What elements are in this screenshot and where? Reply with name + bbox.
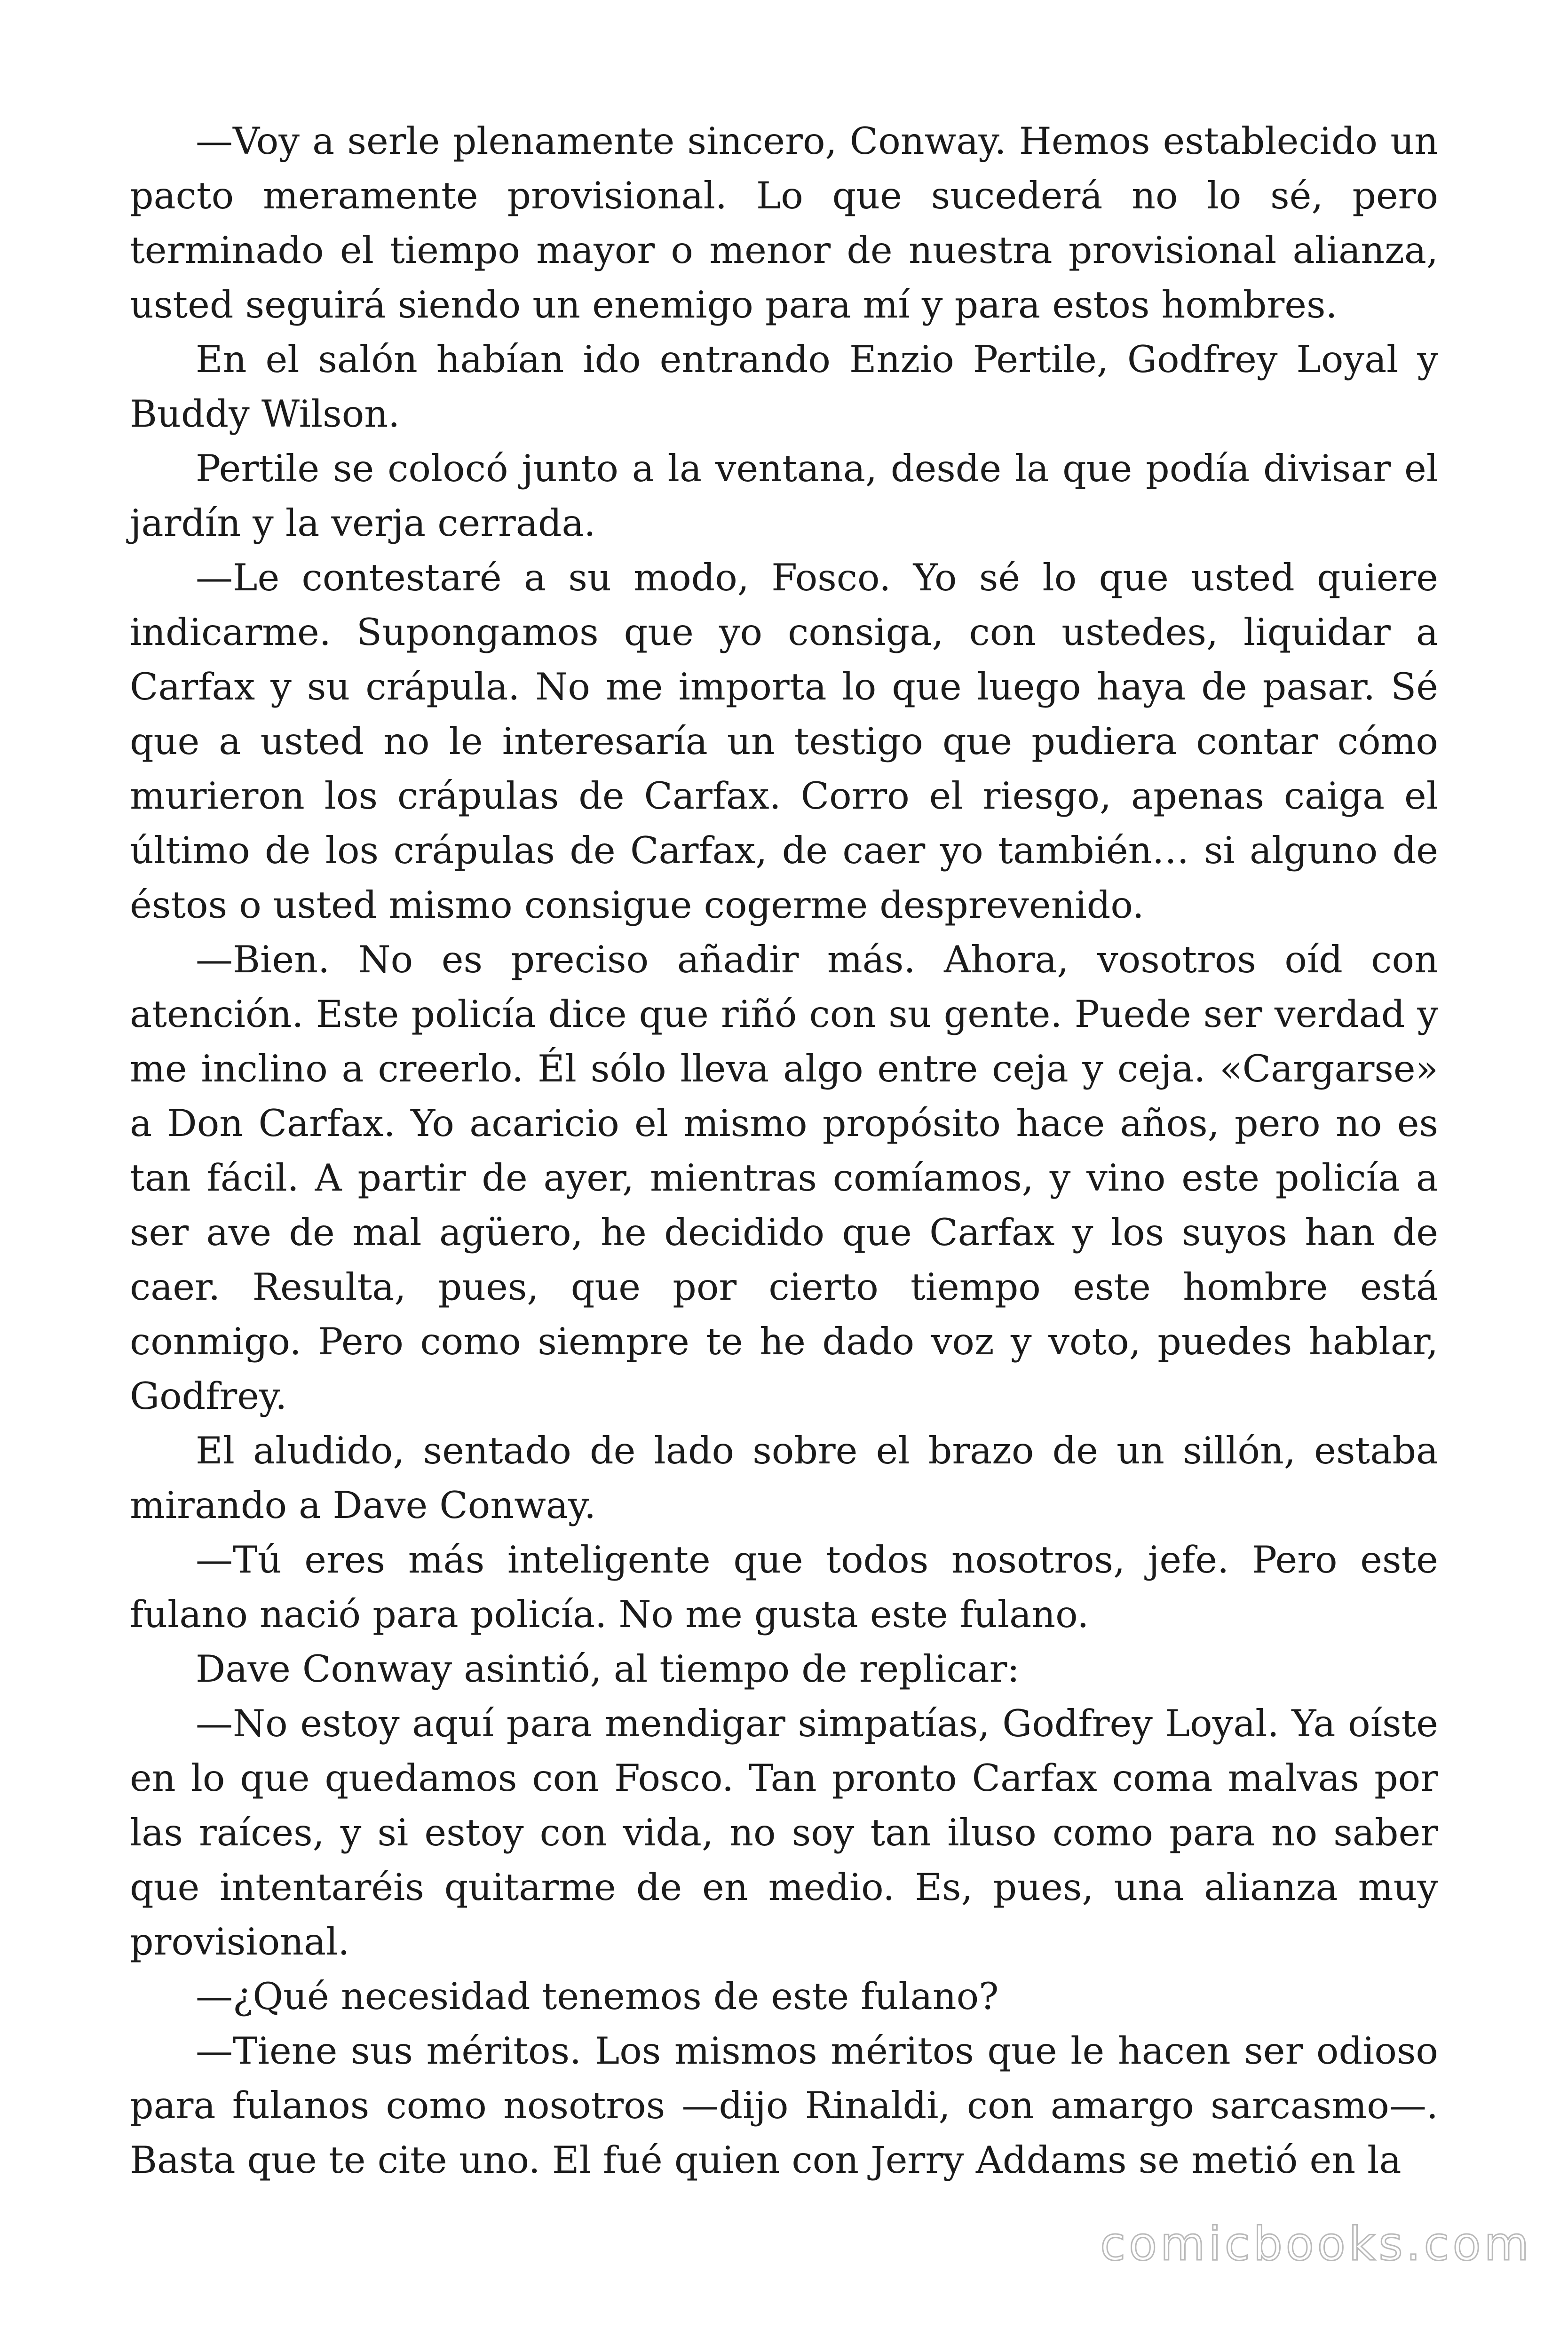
paragraph: —¿Qué necesidad tenemos de este fulano? <box>196 1975 999 2018</box>
paragraph: —Le contestaré a su modo, Fosco. Yo sé lo que usted quiere indicarme. Supongamos que yo consiga, con ustedes, liquidar a Carfax y su crápula. No me importa lo que luego haya de pasar. Sé que a usted no le interesaría un testigo que pudiera contar cómo murieron los crápulas de Carfax. Corro el riesgo, apenas caiga el último de los crápulas de Carfax, de caer yo también… si alguno de éstos o usted mismo consigue cogerme desprevenido. <box>130 556 1438 927</box>
paragraph: —Voy a serle plenamente sincero, Conway. Hemos establecido un pacto meramente provisional. Lo que sucederá no lo sé, pero terminado el tiempo mayor o menor de nuestra provisional alianza, usted seguirá siendo un enemigo para mí y para estos hombres. <box>130 119 1438 326</box>
paragraph: Dave Conway asintió, al tiempo de replicar: <box>196 1647 1020 1691</box>
paragraph: —No estoy aquí para mendigar simpatías, Godfrey Loyal. Ya oíste en lo que quedamos con Fosco. Tan pronto Carfax coma malvas por las raíces, y si estoy con vida, no soy tan iluso como para no saber que intentaréis quitarme de en medio. Es, pues, una alianza muy provisional. <box>130 1702 1438 1963</box>
paragraph: Pertile se colocó junto a la ventana, desde la que podía divisar el jardín y la verja cerrada. <box>130 447 1438 545</box>
watermark: comicbooks.com <box>1100 2217 1532 2271</box>
paragraph: —Tú eres más inteligente que todos nosotros, jefe. Pero este fulano nació para policía. No me gusta este fulano. <box>130 1538 1438 1636</box>
paragraph: —Bien. No es preciso añadir más. Ahora, vosotros oíd con atención. Este policía dice que riñó con su gente. Puede ser verdad y me inclino a creerlo. Él sólo lleva algo entre ceja y ceja. «Cargarse» a Don Carfax. Yo acaricio el mismo propósito hace años, pero no es tan fácil. A partir de ayer, mientras comíamos, y vino este policía a ser ave de mal agüero, he decidido que Carfax y los suyos han de caer. Resulta, pues, que por cierto tiempo este hombre está conmigo. Pero como siempre te he dado voz y voto, puedes hablar, Godfrey. <box>130 938 1438 1418</box>
page-text <box>130 114 1438 2187</box>
paragraph: En el salón habían ido entrando Enzio Pertile, Godfrey Loyal y Buddy Wilson. <box>130 338 1438 436</box>
paragraph: El aludido, sentado de lado sobre el brazo de un sillón, estaba mirando a Dave Conway. <box>130 1429 1438 1527</box>
paragraph: —Tiene sus méritos. Los mismos méritos que le hacen ser odioso para fulanos como nosotros —dijo Rinaldi, con amargo sarcasmo—. Basta que te cite uno. El fué quien con Jerry Addams se metió en la <box>130 2029 1438 2182</box>
